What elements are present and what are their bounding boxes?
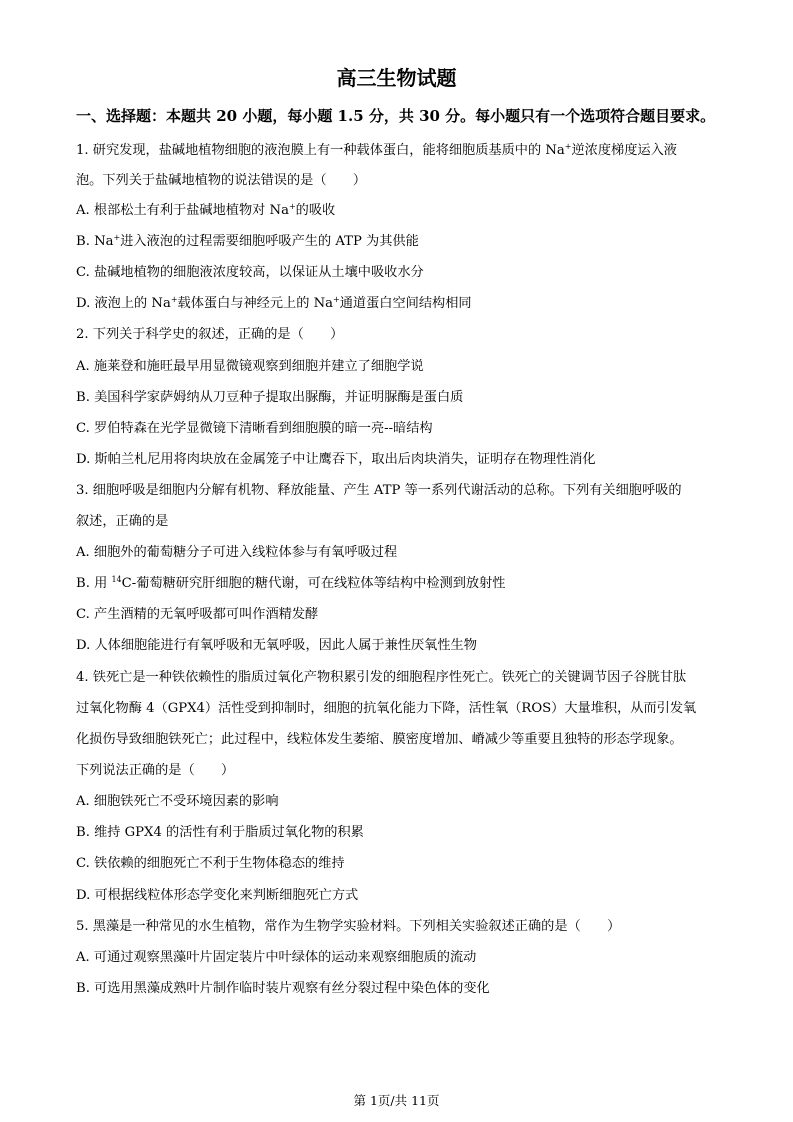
q3-option-d: D. 人体细胞能进行有氧呼吸和无氧呼吸，因此人属于兼性厌氧性生物 — [76, 638, 477, 653]
q2-option-a: A. 施莱登和施旺最早用显微镜观察到细胞并建立了细胞学说 — [76, 359, 424, 374]
q4-stem-line3: 化损伤导致细胞铁死亡；此过程中，线粒体发生萎缩、膜密度增加、嵴减少等重要且独特的形态学现象。 — [76, 732, 683, 747]
q1-option-d: D. 液泡上的 Na+载体蛋白与神经元上的 Na+通道蛋白空间结构相同 — [76, 295, 472, 311]
q3-option-b: B. 用 $^{14}$C-葡萄糖研究肝细胞的糖代谢，可在线粒体等结构中检测到放射性 — [76, 575, 506, 591]
q4-stem-line2: 过氧化物酶 4（GPX4）活性受到抑制时，细胞的抗氧化能力下降，活性氧（ROS）大量堆积，从而引发氧 — [76, 701, 697, 716]
q5-option-a: A. 可通过观察黑藻叶片固定装片中叶绿体的运动来观察细胞质的流动 — [76, 950, 477, 965]
page-footer: 第 1页/共 11页 — [353, 1093, 440, 1108]
q1-option-c: C. 盐碱地植物的细胞液浓度较高，以保证从土壤中吸收水分 — [76, 265, 424, 280]
q2-stem: 2. 下列关于科学史的叙述，正确的是（ ） — [76, 327, 344, 342]
q3-option-a: A. 细胞外的葡萄糖分子可进入线粒体参与有氧呼吸过程 — [76, 545, 398, 560]
q4-stem-line1: 4. 铁死亡是一种铁依赖性的脂质过氧化产物积累引发的细胞程序性死亡。铁死亡的关键调节因子谷胱甘肽 — [76, 670, 687, 685]
q4-option-b: B. 维持 GPX4 的活性有利于脂质过氧化物的积累 — [76, 825, 364, 840]
q5-option-b: B. 可选用黑藻成熟叶片制作临时装片观察有丝分裂过程中染色体的变化 — [76, 981, 490, 996]
page-title: 高三生物试题 — [336, 66, 457, 90]
q3-stem-line2: 叙述，正确的是 — [76, 514, 169, 529]
q4-option-d: D. 可根据线粒体形态学变化来判断细胞死亡方式 — [76, 888, 359, 903]
q5-stem: 5. 黑藻是一种常见的水生植物，常作为生物学实验材料。下列相关实验叙述正确的是（ ） — [76, 919, 621, 934]
q2-option-b: B. 美国科学家萨姆纳从刀豆种子提取出脲酶，并证明脲酶是蛋白质 — [76, 390, 464, 405]
q4-option-a: A. 细胞铁死亡不受环境因素的影响 — [76, 794, 279, 809]
q2-option-d: D. 斯帕兰札尼用将肉块放在金属笼子中让鹰吞下，取出后肉块消失，证明存在物理性消化 — [76, 452, 596, 467]
q1-option-b: B. Na+进入液泡的过程需要细胞呼吸产生的 ATP 为其供能 — [76, 233, 419, 249]
q2-option-c: C. 罗伯特森在光学显微镜下清晰看到细胞膜的暗一亮--暗结构 — [76, 421, 433, 436]
q1-stem-line2: 泡。下列关于盐碱地植物的说法错误的是（ ） — [76, 173, 367, 188]
q3-option-c: C. 产生酒精的无氧呼吸都可叫作酒精发酵 — [76, 607, 319, 622]
q4-option-c: C. 铁依赖的细胞死亡不利于生物体稳态的维持 — [76, 856, 345, 871]
q3-stem-line1: 3. 细胞呼吸是细胞内分解有机物、释放能量、产生 ATP 等一系列代谢活动的总称。下列有关细胞呼吸的 — [76, 483, 682, 498]
section-heading: 一、选择题：本题共 20 小题，每小题 1.5 分，共 30 分。每小题只有一个选项符合题目要求。 — [76, 107, 716, 125]
q4-stem-line4: 下列说法正确的是（ ） — [76, 763, 235, 778]
q1-option-a: A. 根部松土有利于盐碱地植物对 Na+的吸收 — [76, 202, 336, 218]
q1-stem-line1: 1. 研究发现，盐碱地植物细胞的液泡膜上有一种载体蛋白，能将细胞质基质中的 Na+逆浓度梯度运入液 — [76, 142, 677, 158]
